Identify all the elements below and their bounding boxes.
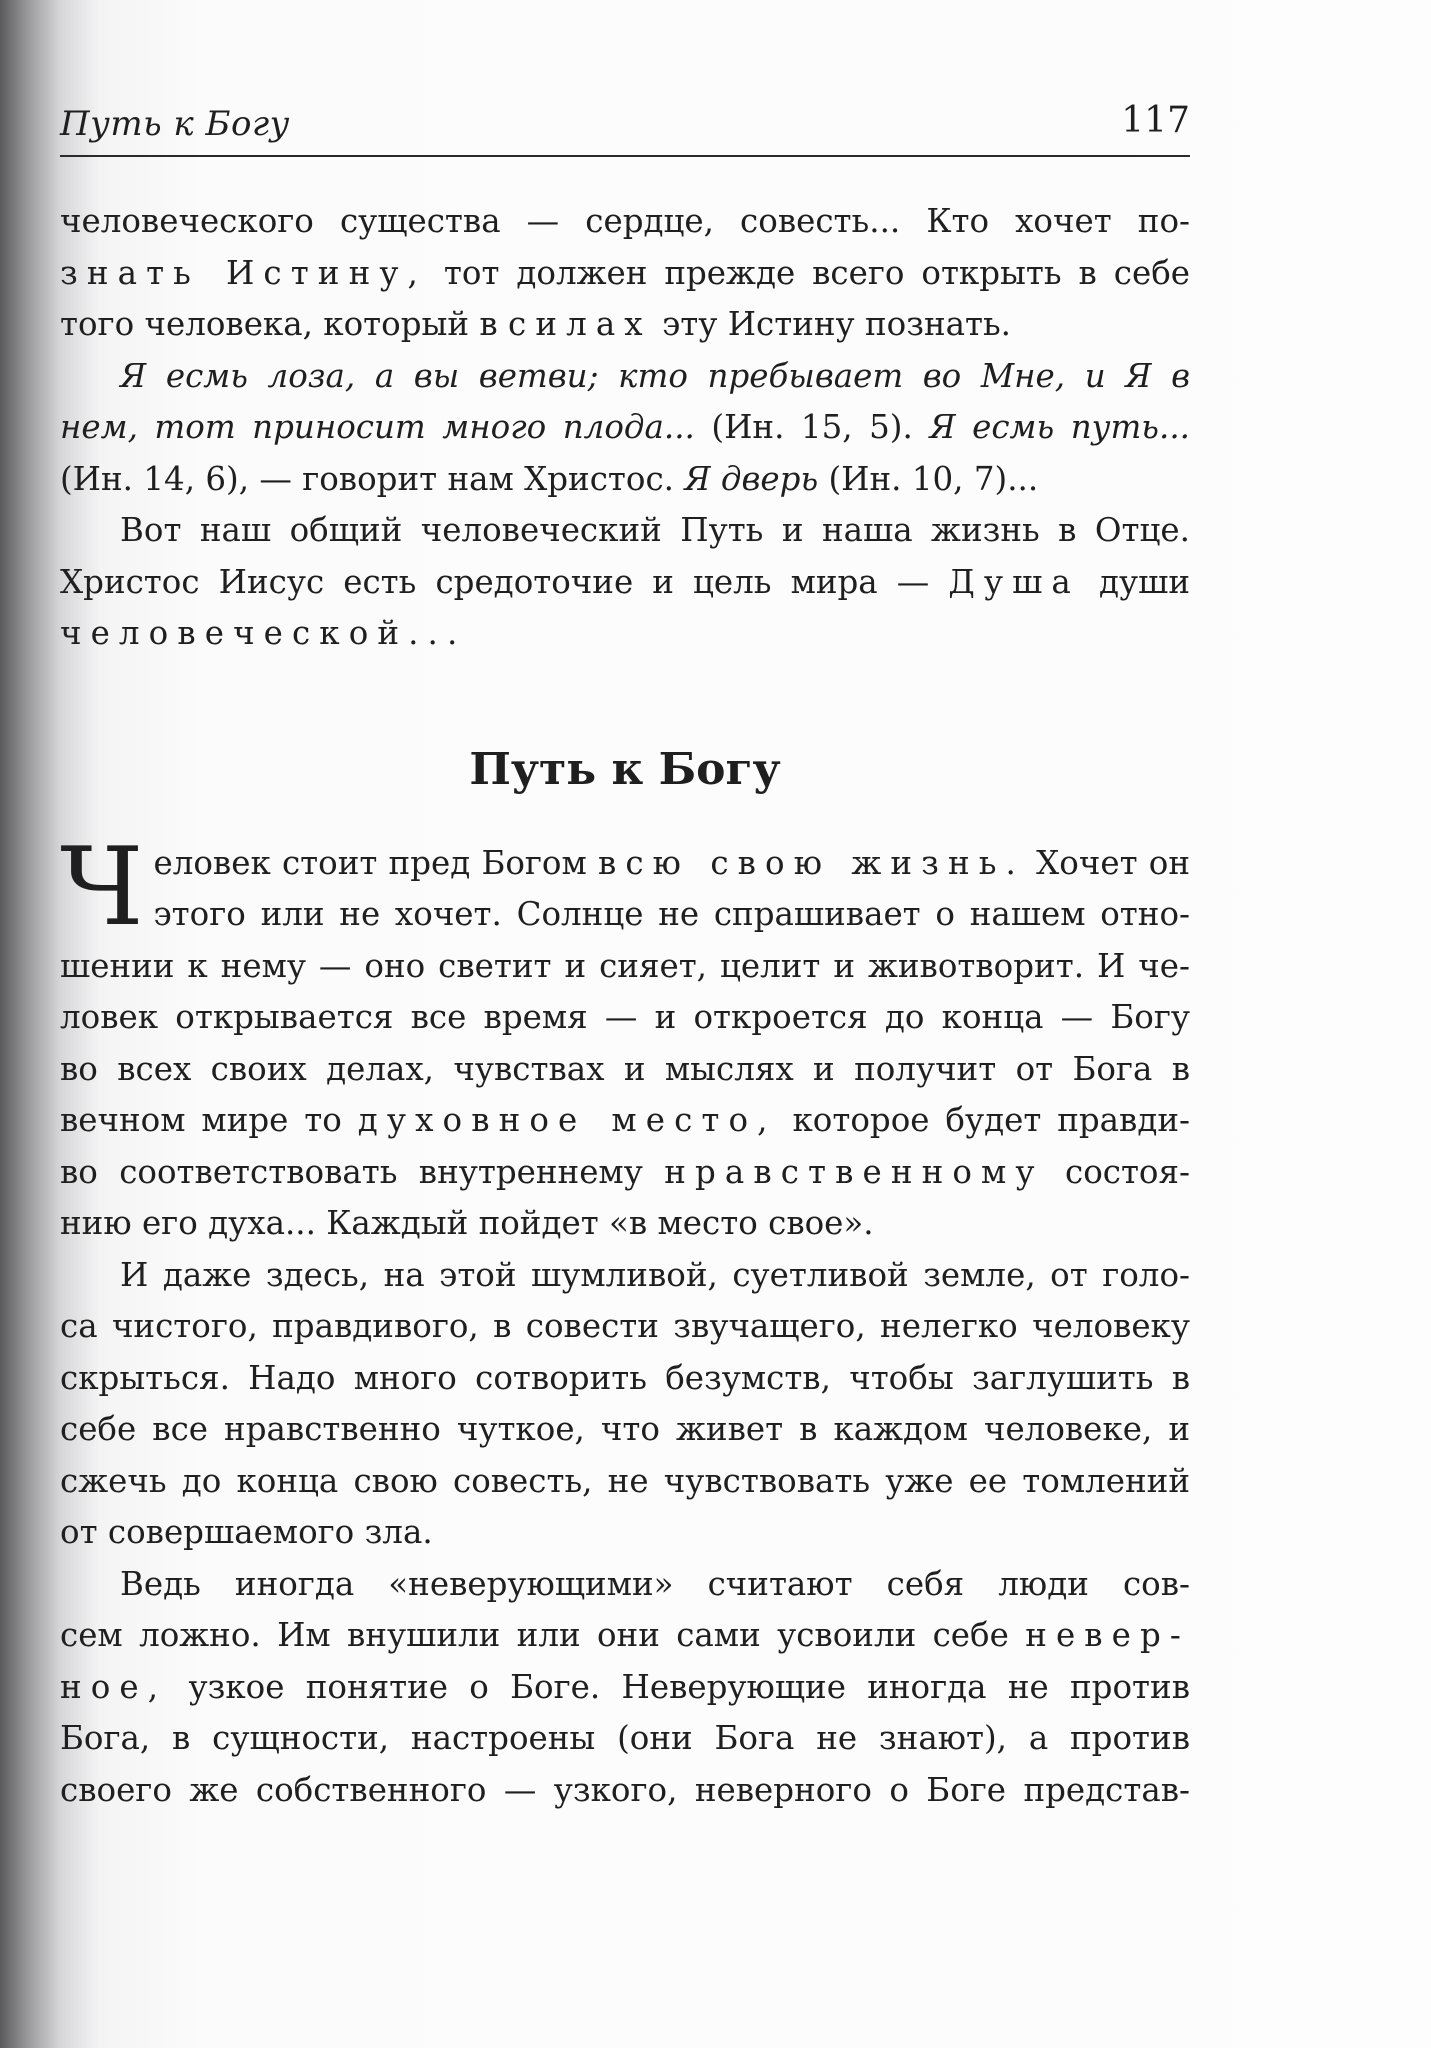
text-line: ное, узкое понятие о Боге. Неверующие иногда не против: [60, 1667, 1190, 1706]
text-line: ловек открывается все время — и откроется до конца — Богу: [60, 998, 1190, 1036]
text-line: себе все нравственно чуткое, что живет в каждом человеке, и: [60, 1410, 1190, 1448]
text-line: Вот наш общий человеческий Путь и наша жизнь в Отце.: [120, 511, 1190, 549]
text-line: человеческого существа — сердце, совесть... Кто хочет по-: [60, 202, 1190, 240]
intro-paragraph-3: [60, 505, 1190, 660]
page-number: 117: [1121, 100, 1190, 141]
page-header: [60, 92, 1190, 152]
text-line: (Ин. 14, 6), — говорит нам Христос. Я дверь (Ин. 10, 7)...: [60, 459, 1039, 498]
header-rule: [60, 155, 1190, 157]
text-line: человеческой...: [60, 614, 467, 652]
section-paragraph-3: [60, 1559, 1190, 1817]
text-line: вечном мире то духовное место, которое будет правди-: [60, 1101, 1191, 1139]
text-line: знать Истину, тот должен прежде всего открыть в себе: [60, 253, 1190, 292]
text-line: этого или не хочет. Солнце не спрашивает о нашем отно-: [153, 895, 1190, 933]
text-line: са чистого, правдивого, в совести звучащего, нелегко человеку: [60, 1307, 1190, 1345]
text-line: своего же собственного — узкого, неверного о Боге представ-: [60, 1770, 1190, 1809]
section-paragraph-2: [60, 1250, 1190, 1559]
text-line: нем, тот приносит много плода... (Ин. 15, 5). Я есмь путь...: [60, 408, 1190, 446]
drop-cap: Ч: [60, 824, 144, 950]
text-line: нию его духа... Каждый пойдет «в место свое».: [60, 1204, 874, 1242]
section-heading: Путь к Богу: [469, 743, 781, 795]
text-line: еловек стоит пред Богом всю свою жизнь. Хочет он: [153, 843, 1190, 882]
text-line: Ведь иногда «неверующими» считают себя люди сов-: [120, 1564, 1190, 1603]
book-page: [60, 0, 1190, 2048]
section-paragraph-1: [60, 824, 1191, 1250]
text-line: скрыться. Надо много сотворить безумств, чтобы заглушить в: [60, 1358, 1190, 1397]
intro-paragraph-2: [60, 351, 1190, 506]
text-line: сжечь до конца свою совесть, не чувствовать уже ее томлений: [60, 1461, 1190, 1500]
text-line: сем ложно. Им внушили или они сами усвоили себе невер-: [60, 1616, 1190, 1654]
text-line: Христос Иисус есть средоточие и цель мира — Душа души: [60, 562, 1190, 601]
text-line: шении к нему — оно светит и сияет, целит и животворит. И че-: [60, 946, 1190, 985]
running-title: Путь к Богу: [60, 104, 290, 144]
text-line: во соответствовать внутреннему нравственному состоя-: [60, 1152, 1190, 1191]
text-line: Бога, в сущности, настроены (они Бога не знают), а против: [60, 1719, 1190, 1757]
text-line: от совершаемого зла.: [60, 1513, 433, 1551]
text-line: во всех своих делах, чувствах и мыслях и получит от Бога в: [60, 1049, 1190, 1088]
text-line: И даже здесь, на этой шумливой, суетливой земле, от голо-: [120, 1255, 1190, 1294]
intro-paragraph-1: [60, 196, 1190, 351]
scripture-line: Я есмь лоза, а вы ветви; кто пребывает во Мне, и Я в: [120, 356, 1190, 395]
text-line: того человека, который в силах эту Истину познать.: [60, 305, 1011, 343]
page-body: [60, 196, 1190, 1816]
